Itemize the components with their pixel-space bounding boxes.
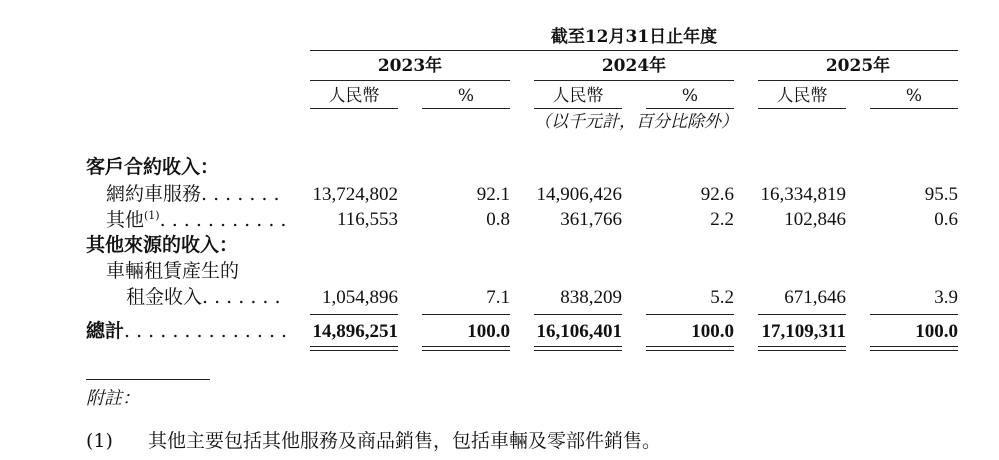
total-double-rule: [422, 346, 510, 351]
row-label-ride-hailing: [106, 185, 280, 204]
year-2024-rule: [534, 80, 734, 81]
cell-total-pct: 100.0: [915, 321, 958, 342]
row-label-others: [106, 210, 286, 230]
col-rule: [646, 108, 734, 109]
col-rule: [758, 108, 846, 109]
col-rule: [422, 108, 510, 109]
footnote-ref: (1): [144, 209, 160, 222]
col-pct-2023: %: [457, 86, 475, 106]
cell-value: 116,553: [336, 209, 398, 230]
cell-pct: 0.8: [486, 209, 510, 230]
cell-pct: 0.6: [934, 209, 958, 230]
leader-dots: . . . . . . . . . . .: [159, 209, 287, 231]
label-text: 網約車服務: [106, 183, 202, 205]
subtotal-rule: [758, 314, 846, 315]
cell-pct: 92.6: [700, 184, 734, 205]
cell-value: 13,724,802: [312, 184, 398, 205]
year-2023-rule: [310, 80, 510, 81]
subtotal-rule: [534, 314, 622, 315]
cell-value: 14,906,426: [536, 184, 622, 205]
col-rule: [310, 108, 398, 109]
cell-pct: 2.2: [710, 209, 734, 230]
cell-value: 1,054,896: [322, 287, 398, 308]
year-2025-rule: [758, 80, 958, 81]
year-2023-header: 2023年: [377, 56, 443, 76]
cell-pct: 3.9: [934, 287, 958, 308]
label-text: 總計: [86, 320, 125, 342]
notes-heading: 附註：: [86, 388, 140, 409]
label-text: 其他: [106, 209, 145, 231]
cell-pct: 95.5: [924, 184, 958, 205]
col-rmb-2025: 人民幣: [776, 86, 828, 106]
row-label-rental-line1: 車輛租賃產生的: [106, 260, 240, 282]
cell-value: 102,846: [784, 209, 846, 230]
cell-total-pct: 100.0: [467, 321, 510, 342]
col-rule: [870, 108, 958, 109]
total-double-rule: [534, 346, 622, 351]
footnote-text: 其他主要包括其他服務及商品銷售，包括車輛及零部件銷售。: [148, 430, 662, 452]
total-double-rule: [310, 346, 398, 351]
row-label-total: [86, 322, 287, 341]
leader-dots: . . . . . . . . . . . . . .: [124, 320, 288, 342]
cell-value: 838,209: [560, 287, 622, 308]
col-pct-2024: %: [681, 86, 699, 106]
year-2025-header: 2025年: [825, 56, 891, 76]
footnote-separator: [86, 379, 210, 380]
col-rmb-2023: 人民幣: [328, 86, 380, 106]
section-other-sources: 其他來源的收入：: [86, 234, 239, 256]
cell-total: 16,106,401: [536, 321, 622, 342]
cell-value: 361,766: [560, 209, 622, 230]
leader-dots: . . . . . . .: [201, 183, 280, 205]
footnote-marker: (1): [86, 430, 113, 452]
subtotal-rule: [870, 314, 958, 315]
cell-value: 16,334,819: [760, 184, 846, 205]
row-label-rental-line2: [126, 288, 281, 307]
section-contract-revenue: 客戶合約收入：: [86, 156, 220, 178]
total-double-rule: [870, 346, 958, 351]
cell-total: 14,896,251: [312, 321, 398, 342]
header-rule: [310, 50, 958, 51]
period-header: 截至12月31日止年度: [550, 27, 718, 47]
total-double-rule: [758, 346, 846, 351]
year-2024-header: 2024年: [601, 56, 667, 76]
cell-value: 671,646: [784, 287, 846, 308]
unit-note: （以千元計，百分比除外）: [534, 112, 738, 132]
leader-dots: . . . . . . .: [202, 286, 281, 308]
cell-total-pct: 100.0: [691, 321, 734, 342]
cell-pct: 92.1: [476, 184, 510, 205]
total-double-rule: [646, 346, 734, 351]
cell-pct: 7.1: [486, 287, 510, 308]
col-rule: [534, 108, 622, 109]
subtotal-rule: [310, 314, 398, 315]
col-rmb-2024: 人民幣: [552, 86, 604, 106]
col-pct-2025: %: [905, 86, 923, 106]
cell-pct: 5.2: [710, 287, 734, 308]
subtotal-rule: [646, 314, 734, 315]
subtotal-rule: [422, 314, 510, 315]
label-text: 租金收入: [126, 286, 203, 308]
cell-total: 17,109,311: [761, 321, 846, 342]
